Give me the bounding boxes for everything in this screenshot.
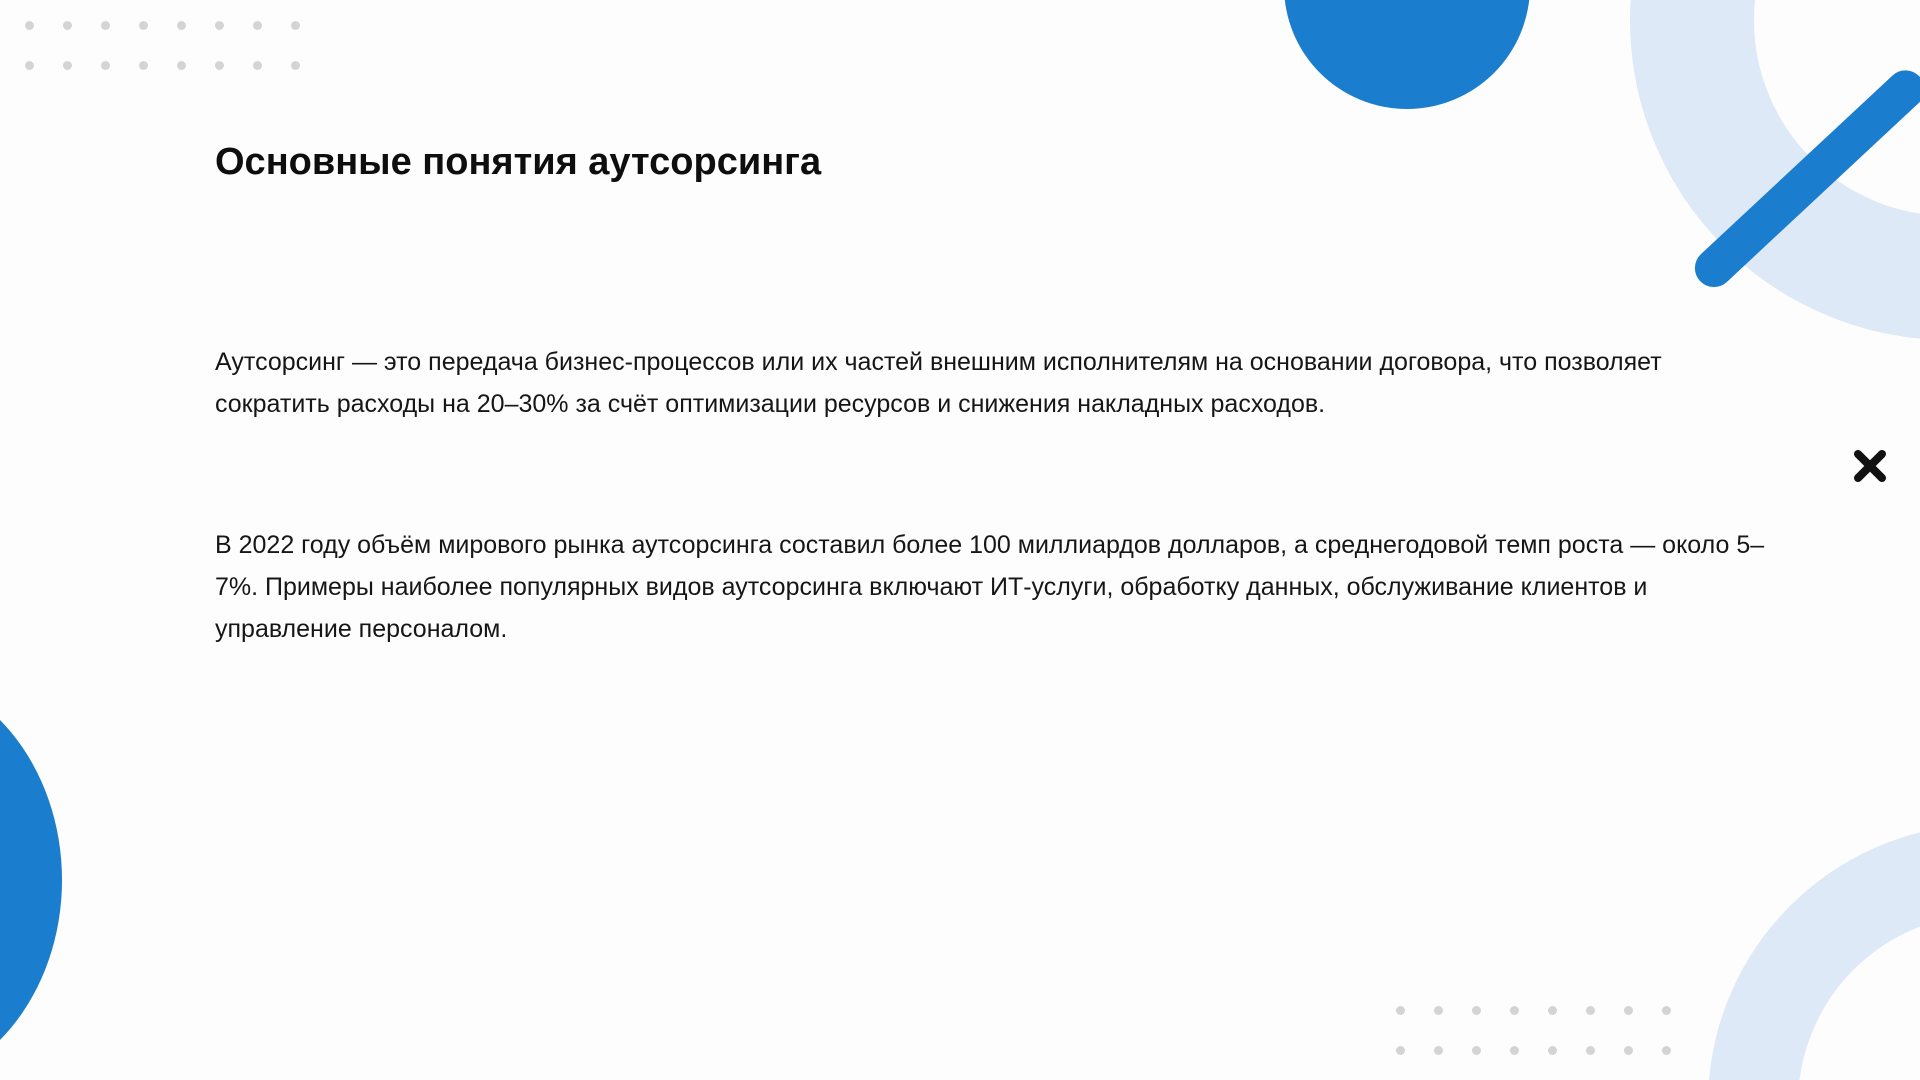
decorative-ring-bottom-right [1708, 824, 1920, 1080]
paragraph-market-stats: В 2022 году объём мирового рынка аутсорсинга составил более 100 миллиардов долларов, а среднегодовой темп роста — около 5–7%. Примеры наиболее популярных видов аутсорсинга включают ИТ-услуги, обработку данных, обслуживание клиентов и управление персоналом. [215, 531, 1765, 643]
close-icon[interactable] [1852, 448, 1888, 484]
decorative-dot-grid-top [25, 21, 300, 70]
decorative-half-circle-left [0, 670, 62, 1080]
decorative-circle-top [1284, 0, 1530, 109]
decorative-ring-top-right [1630, 0, 1920, 340]
paragraph-definition: Аутсорсинг — это передача бизнес-процессов или их частей внешним исполнителям на основании договора, что позволяет сократить расходы на 20–30% за счёт оптимизации ресурсов и снижения накладных расходов. [215, 348, 1662, 418]
slide-title: Основные понятия аутсорсинга [215, 141, 822, 183]
decorative-dot-grid-bottom [1396, 1006, 1671, 1055]
